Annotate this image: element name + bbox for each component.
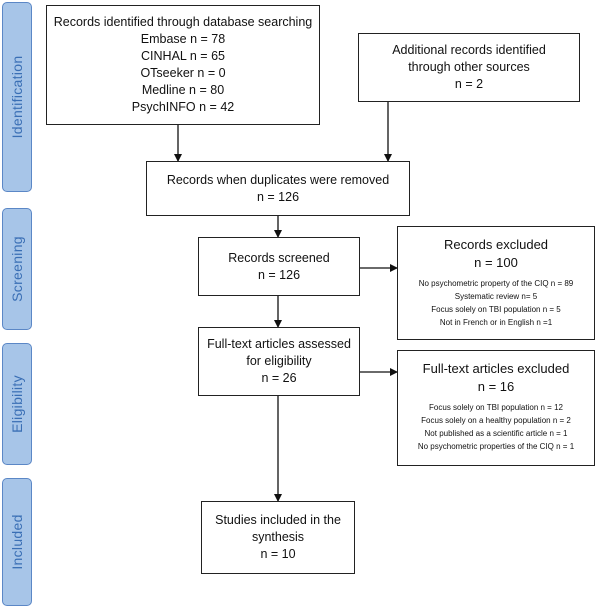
fulltext-excluded-reason: Focus solely on TBI population n = 12 [429, 403, 563, 412]
fulltext-excluded-reason: Not published as a scientific article n = 1 [424, 429, 568, 438]
stage-eligibility-label: Eligibility [9, 375, 25, 433]
duplicates-label: Records when duplicates were removed [166, 172, 390, 187]
fulltext-excluded-count: n = 16 [477, 379, 515, 394]
fulltext-line-1: Full-text articles assessed [207, 337, 351, 351]
fulltext-count: n = 26 [261, 371, 297, 385]
database-embase: Embase n = 78 [140, 32, 226, 46]
stage-identification-label: Identification [9, 55, 25, 139]
database-medline: Medline n = 80 [141, 83, 225, 97]
included-line-2: synthesis [251, 530, 305, 544]
fulltext-excluded-title: Full-text articles excluded [422, 361, 570, 376]
excluded-reason: Systematic review n= 5 [454, 292, 538, 301]
fulltext-assessed-box [198, 327, 360, 396]
excluded-reason: Not in French or in English n =1 [439, 318, 553, 327]
screened-label: Records screened [228, 250, 330, 265]
fulltext-excluded-reason: No psychometric properties of the CIQ n = 1 [417, 442, 575, 451]
excluded-title: Records excluded [443, 237, 549, 252]
fulltext-excluded-box [397, 350, 595, 466]
additional-count: n = 2 [454, 77, 484, 91]
excluded-count: n = 100 [474, 255, 518, 270]
excluded-reason: Focus solely on TBI population n = 5 [431, 305, 561, 314]
fulltext-excluded-reason: Focus solely on a healthy population n = 2 [421, 416, 571, 425]
database-search-box [46, 5, 320, 125]
duplicates-count: n = 126 [256, 189, 300, 204]
additional-records-box [358, 33, 580, 102]
additional-line-2: through other sources [408, 60, 530, 74]
studies-included-box [201, 501, 355, 574]
included-count: n = 10 [260, 547, 296, 561]
fulltext-line-2: for eligibility [246, 354, 312, 368]
database-search-title: Records identified through database searching [53, 15, 313, 29]
database-cinhal: CINHAL n = 65 [141, 49, 225, 63]
database-otseeker: OTseeker n = 0 [140, 66, 226, 80]
additional-line-1: Additional records identified [392, 43, 546, 57]
records-screened-box [198, 237, 360, 296]
stage-included-label: Included [9, 514, 25, 570]
screened-count: n = 126 [257, 267, 301, 282]
records-excluded-box [397, 226, 595, 340]
stage-screening-label: Screening [9, 236, 25, 302]
database-psychinfo: PsychINFO n = 42 [131, 100, 235, 114]
duplicates-removed-box [146, 161, 410, 216]
included-line-1: Studies included in the [215, 513, 341, 527]
excluded-reason: No psychometric property of the CIQ n = 89 [418, 279, 574, 288]
